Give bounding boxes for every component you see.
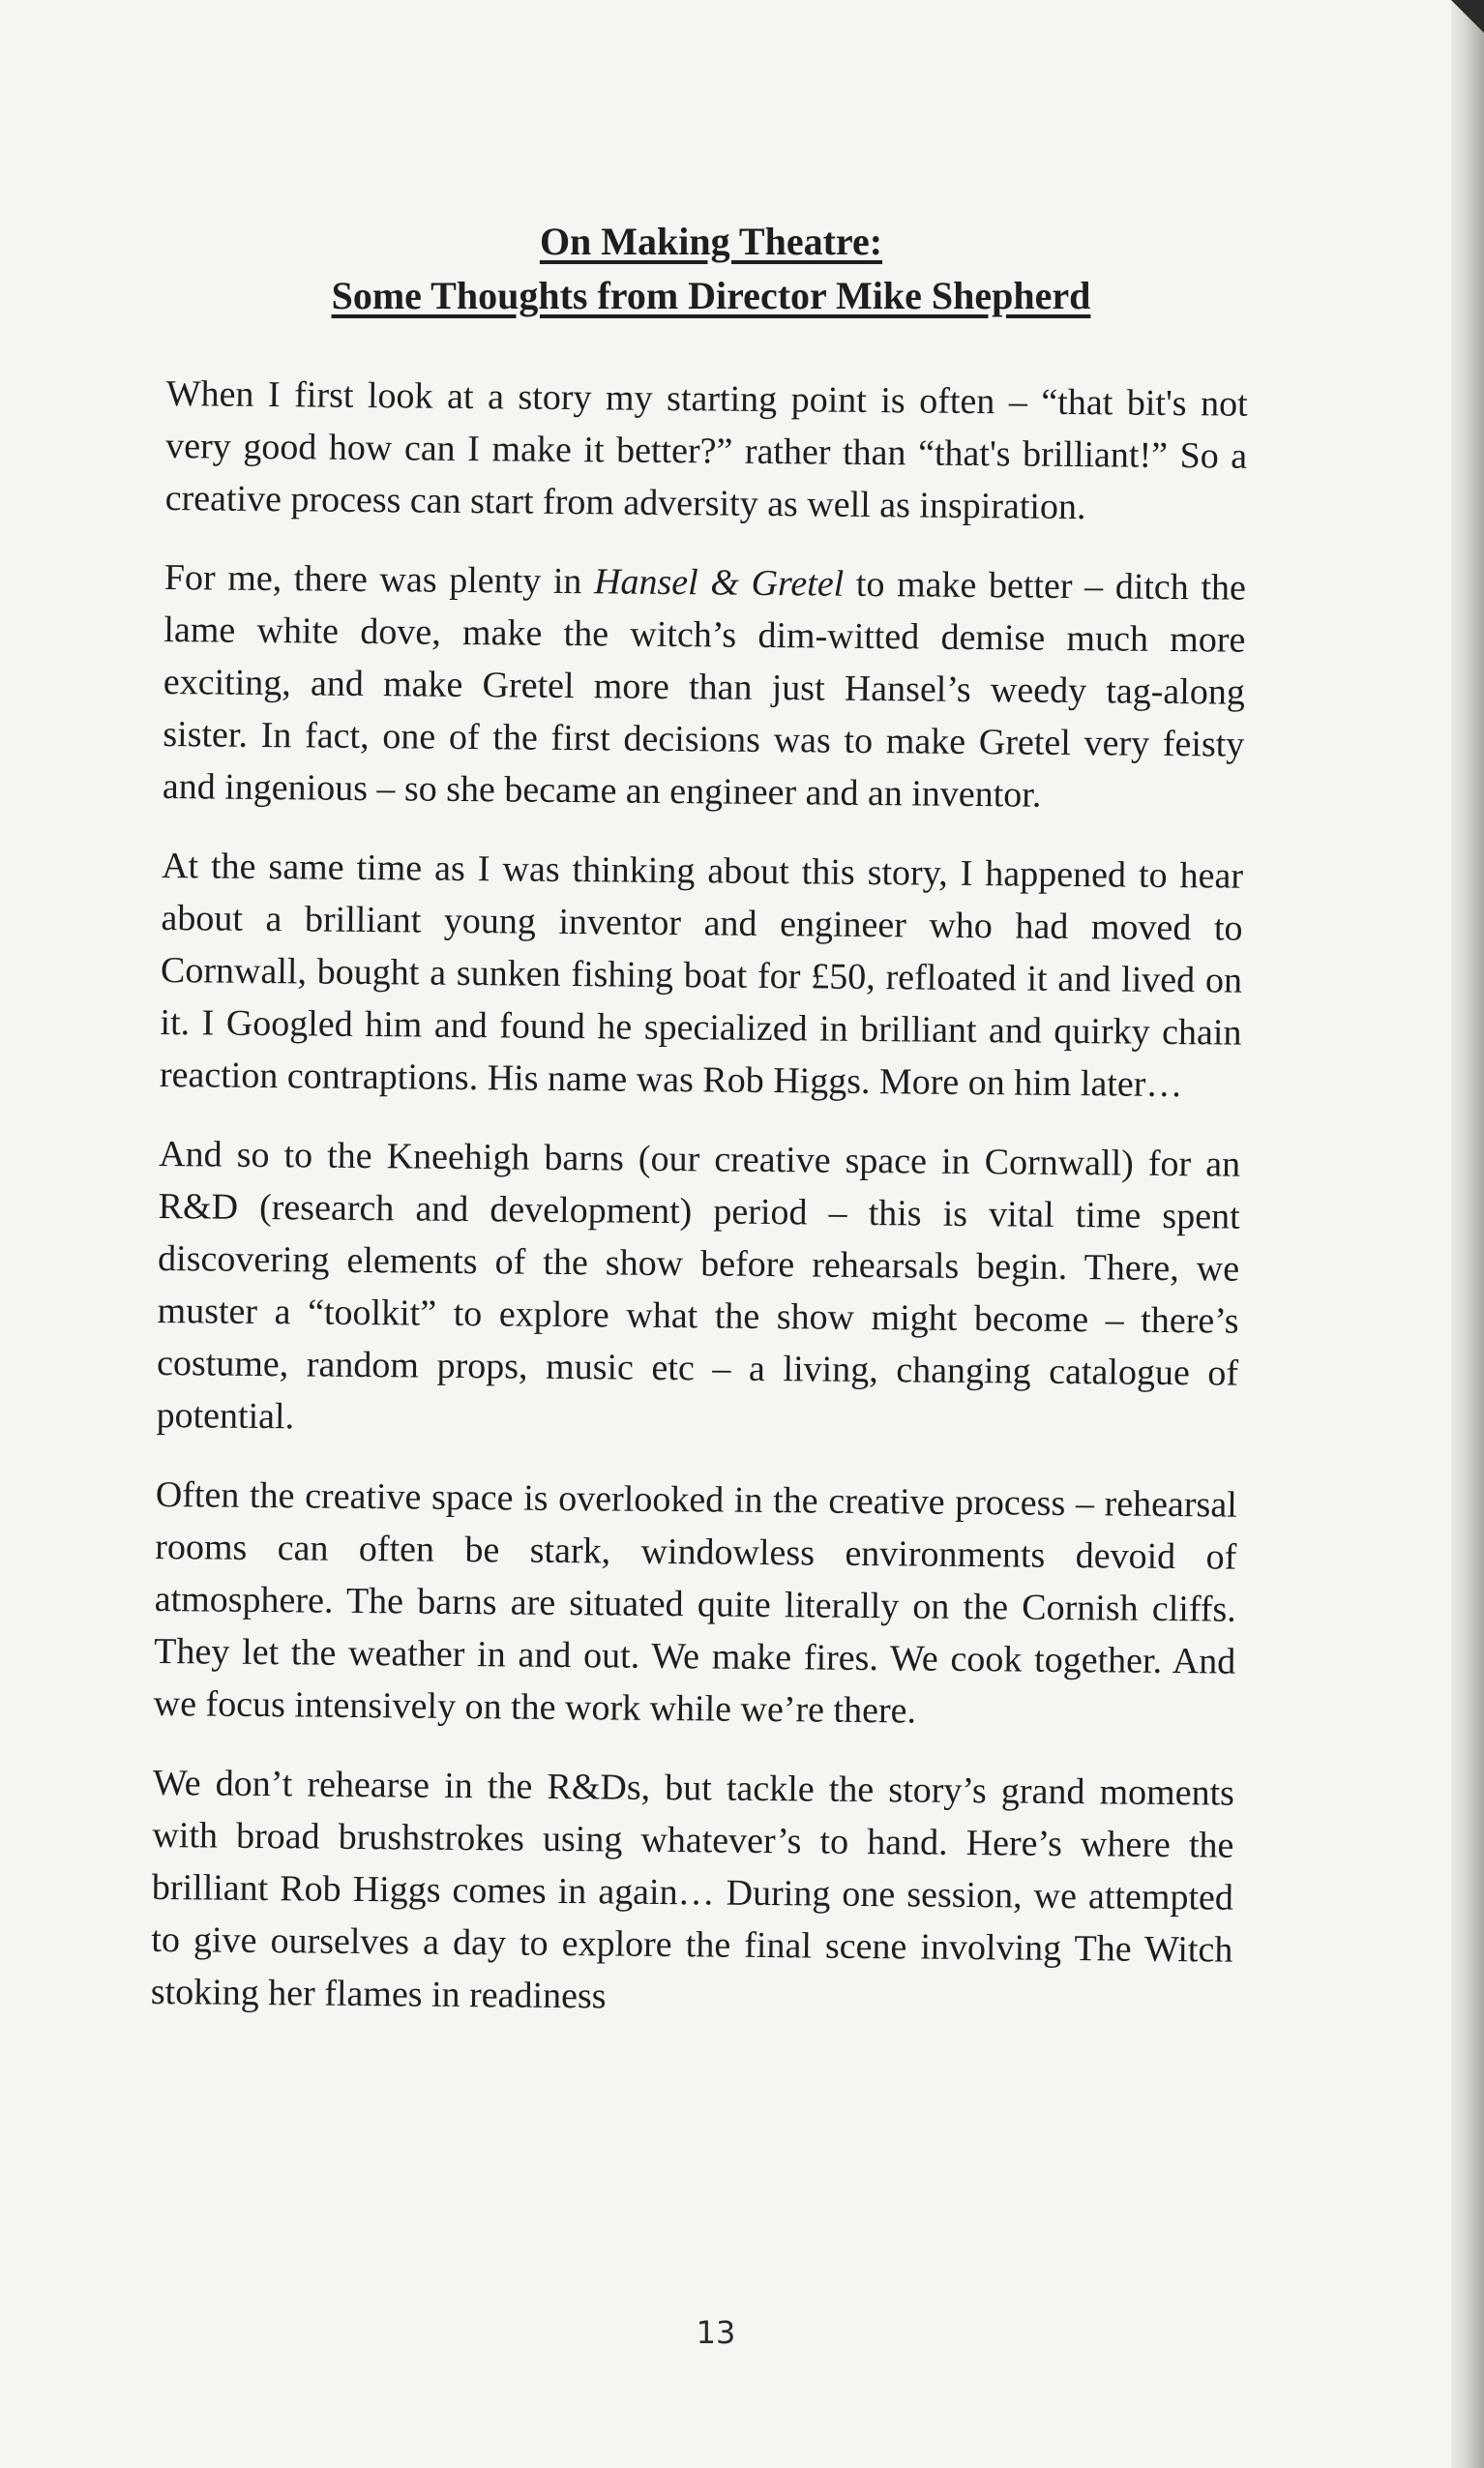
paragraph: Often the creative space is overlooked in the creative process – rehearsal rooms can often be stark, windowless environments devoid of atmosphere. The barns are situated quite literally on the Cornish cliffs. They let the weather in and out. We make fires. We cook together. And we focus intensively on the work while we’re there.	[153, 1473, 1237, 1732]
body-text	[150, 368, 1248, 2056]
paragraph: When I first look at a story my starting point is often – “that bit's not very good how can I make it better?” rather than “that's brilliant!” So a creative process can start from adversity as well as inspiration.	[164, 372, 1248, 528]
section-heading	[145, 215, 1277, 323]
paragraph	[163, 551, 1247, 823]
paragraph-text: For me, there was plenty in	[163, 556, 595, 603]
play-title: Hansel & Gretel	[593, 561, 845, 605]
heading-line-2: Some Thoughts from Director Mike Shepherd	[331, 274, 1091, 317]
heading-line-1: On Making Theatre:	[539, 220, 883, 263]
paragraph: At the same time as I was thinking about this story, I happened to hear about a brilliant young inventor and engineer who had moved to Cornwall, bought a sunken fishing boat for £50, refloated it and lived on it. I Googled him and found he specialized in brilliant and quirky chain reaction contraptions. His name was Rob Higgs. More on him later…	[159, 845, 1244, 1106]
paragraph: We don’t rehearse in the R&Ds, but tackle the story’s grand moments with broad brushstrokes using whatever’s to hand. Here’s where the brilliant Rob Higgs comes in again… During one session, we attempted to give ourselves a day to explore the final scene involving The Witch stoking her flames in readiness	[150, 1762, 1235, 2017]
paragraph-text: to make better – ditch the lame white dove, make the witch’s dim-witted demise much more exciting, and make Gretel more than just Hansel’s weedy tag-along sister. In fact, one of the first decisions was to make Gretel very feisty and ingenious – so she became an engineer and an inventor.	[162, 563, 1247, 816]
page-corner	[1451, 0, 1484, 33]
page-number: 13	[696, 2314, 736, 2351]
page-edge-shadow	[1451, 0, 1484, 2468]
paragraph: And so to the Kneehigh barns (our creative space in Cornwall) for an R&D (research and development) period – this is vital time spent discovering elements of the show before rehearsals begin. There, we muster a “toolkit” to explore what the show might become – there’s costume, random props, music etc – a living, changing catalogue of potential.	[156, 1133, 1241, 1438]
